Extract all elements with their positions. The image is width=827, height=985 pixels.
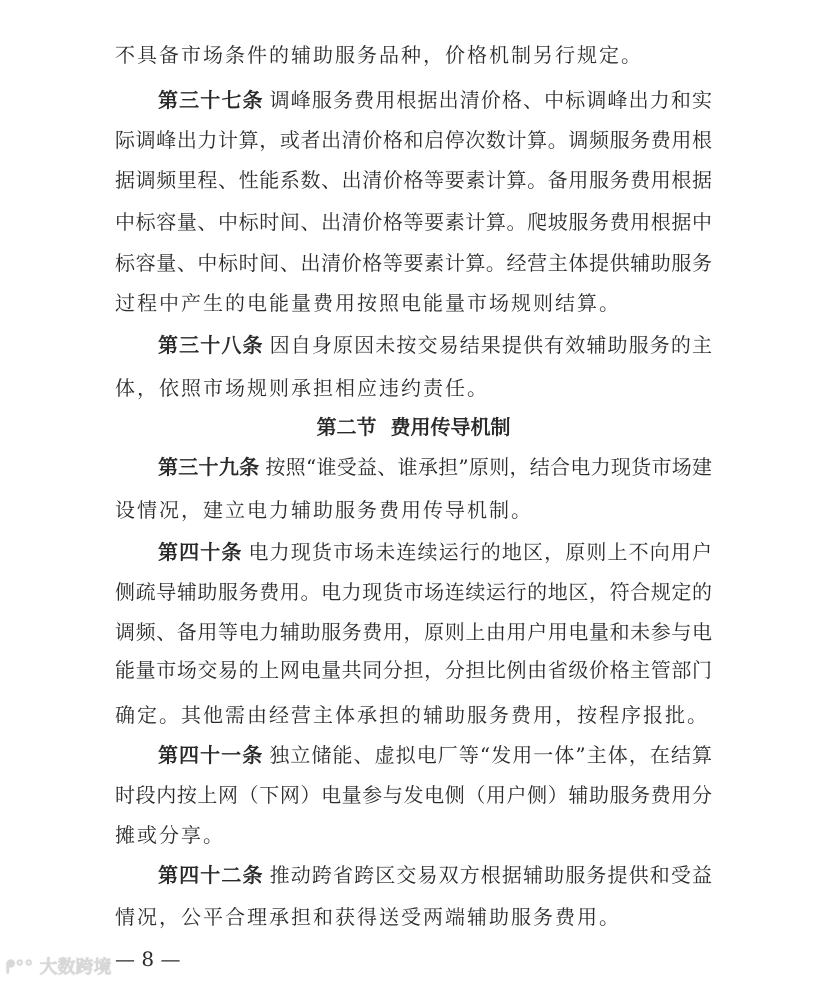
line-text: 摊或分享。	[115, 823, 225, 847]
text-line	[115, 618, 712, 646]
watermark	[6, 953, 112, 979]
article-42	[158, 861, 712, 889]
text-line	[115, 578, 712, 606]
line-text: 按照“谁受益、谁承担”原则，结合电力现货市场建	[265, 455, 713, 479]
article-label: 第四十二条	[158, 863, 264, 887]
line-text: 不具备市场条件的辅助服务品种，价格机制另行规定。	[115, 43, 643, 67]
page-number: — 8 —	[115, 947, 181, 971]
text-line	[115, 289, 712, 317]
text-line	[115, 496, 712, 524]
line-text: 推动跨省跨区交易双方根据辅助服务提供和受益	[269, 863, 713, 887]
article-label: 第三十八条	[158, 333, 264, 357]
text-line	[115, 821, 712, 849]
line-text: 设情况，建立电力辅助服务费用传导机制。	[115, 498, 533, 522]
article-40	[158, 538, 712, 566]
text-line	[115, 249, 712, 277]
line-text: 能量市场交易的上网电量共同分担，分担比例由省级价格主管部门	[115, 658, 712, 682]
article-38	[158, 331, 712, 359]
article-37	[158, 86, 712, 114]
line-text: 独立储能、虚拟电厂等“发用一体”主体，在结算	[269, 743, 713, 767]
text-line	[115, 701, 712, 729]
text-line	[115, 374, 712, 402]
article-label: 第三十九条	[158, 455, 260, 479]
section-heading: 第二节 费用传导机制	[316, 415, 511, 439]
article-label: 第四十条	[158, 540, 243, 564]
line-text: 确定。其他需由经营主体承担的辅助服务费用，按程序报批。	[115, 703, 709, 727]
text-line	[115, 903, 712, 931]
article-39	[158, 453, 712, 481]
line-text: 中标容量、中标时间、出清价格等要素计算。爬坡服务费用根据中	[115, 210, 712, 234]
line-text: 标容量、中标时间、出清价格等要素计算。经营主体提供辅助服务	[115, 251, 712, 275]
line-text: 体，依照市场规则承担相应违约责任。	[115, 376, 489, 400]
watermark-logo-icon: ᖰ°°	[6, 957, 40, 978]
watermark-text: 大数跨境	[39, 957, 112, 978]
line-text: 时段内按上网（下网）电量参与发电侧（用户侧）辅助服务费用分	[115, 783, 712, 807]
text-line	[115, 126, 712, 154]
line-text: 过程中产生的电能量费用按照电能量市场规则结算。	[115, 291, 621, 315]
text-line	[115, 208, 712, 236]
line-text: 情况，公平合理承担和获得送受两端辅助服务费用。	[115, 905, 621, 929]
text-line	[115, 41, 712, 69]
line-text: 际调峰出力计算，或者出清价格和启停次数计算。调频服务费用根	[115, 128, 712, 152]
line-text: 调频、备用等电力辅助服务费用，原则上由用户用电量和未参与电	[115, 620, 712, 644]
text-line	[115, 656, 712, 684]
article-label: 第四十一条	[158, 743, 264, 767]
text-line	[115, 781, 712, 809]
article-41	[158, 741, 712, 769]
text-line	[115, 166, 712, 194]
line-text: 侧疏导辅助服务费用。电力现货市场连续运行的地区，符合规定的	[115, 580, 712, 604]
line-text: 电力现货市场未连续运行的地区，原则上不向用户	[248, 540, 713, 564]
article-label: 第三十七条	[158, 88, 264, 112]
line-text: 调峰服务费用根据出清价格、中标调峰出力和实	[269, 88, 713, 112]
line-text: 据调频里程、性能系数、出清价格等要素计算。备用服务费用根据	[115, 168, 712, 192]
line-text: 因自身原因未按交易结果提供有效辅助服务的主	[269, 333, 713, 357]
